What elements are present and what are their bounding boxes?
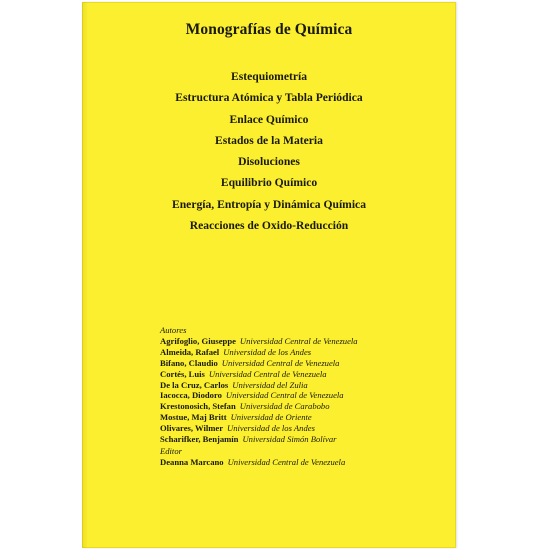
author-entry <box>160 412 452 423</box>
author-entry <box>160 390 452 401</box>
author-university: Universidad Central de Venezuela <box>208 368 327 379</box>
author-university: Universidad de los Andes <box>223 346 312 357</box>
author-university: Universidad Central de Venezuela <box>239 335 358 346</box>
topic-item: Reacciones de Oxido-Reducción <box>189 219 349 233</box>
editor-name: Deanna Marcano <box>160 456 224 467</box>
author-university: Universidad de los Andes <box>227 423 315 434</box>
series-title: Monografías de Química <box>185 21 353 38</box>
author-university: Universidad de Carabobo <box>239 401 330 412</box>
author-name: Krestonosich, Stefan <box>160 401 236 412</box>
book-back-cover <box>82 2 456 548</box>
topic-item: Disoluciones <box>238 155 300 169</box>
author-name: Olivares, Wilmer <box>160 423 224 434</box>
author-name: De la Cruz, Carlos <box>160 379 229 390</box>
author-name: Agrifoglio, Giuseppe <box>160 335 236 346</box>
credits-block <box>160 325 452 468</box>
editor-university: Universidad Central de Venezuela <box>227 456 346 467</box>
topic-item: Enlace Químico <box>229 112 309 126</box>
editor-label: Editor <box>160 445 182 456</box>
author-name: Iacocca, Diodoro <box>160 390 222 401</box>
editor-list <box>160 457 452 468</box>
topic-list <box>82 66 456 236</box>
author-entry <box>160 423 452 434</box>
editor-entry <box>160 457 452 468</box>
author-entry <box>160 369 452 380</box>
author-name: Cortés, Luis <box>160 368 205 379</box>
author-university: Universidad de Oriente <box>230 412 312 423</box>
author-university: Universidad del Zulia <box>232 379 308 390</box>
author-university: Universidad Central de Venezuela <box>221 357 340 368</box>
author-name: Scharifker, Benjamín <box>160 434 239 445</box>
author-list <box>160 336 452 445</box>
topic-item: Energía, Entropía y Dinámica Química <box>172 197 366 211</box>
topic-item: Estructura Atómica y Tabla Periódica <box>175 91 363 105</box>
author-entry <box>160 336 452 347</box>
authors-label: Autores <box>160 325 187 335</box>
author-entry <box>160 380 452 391</box>
author-entry <box>160 401 452 412</box>
author-university: Universidad Simón Bolívar <box>242 434 337 445</box>
author-name: Mostue, Maj Britt <box>160 412 227 423</box>
author-entry <box>160 347 452 358</box>
author-university: Universidad Central de Venezuela <box>225 390 344 401</box>
author-entry <box>160 434 452 445</box>
author-name: Almeida, Rafael <box>160 346 220 357</box>
author-name: Bifano, Claudio <box>160 357 218 368</box>
topic-item: Estequiometría <box>231 70 307 83</box>
topic-item: Estados de la Materia <box>215 133 323 147</box>
topic-item: Equilibrio Químico <box>220 176 318 190</box>
author-entry <box>160 358 452 369</box>
